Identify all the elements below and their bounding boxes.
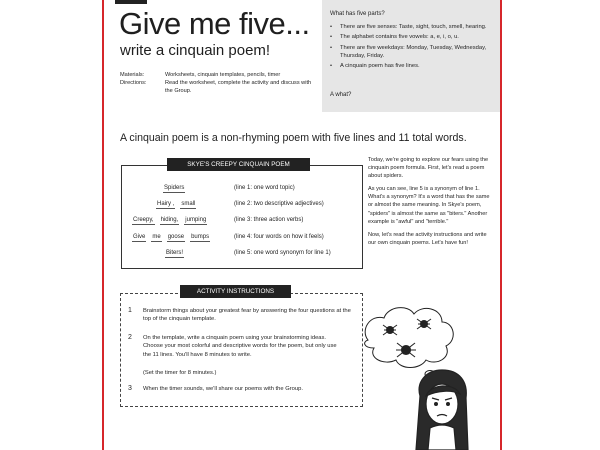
intro-sentence: A cinquain poem is a non-rhyming poem with five lines and 11 total words. [120, 132, 467, 144]
poem-line-label: (line 5: one word synonym for line 1) [234, 250, 331, 256]
poem-line-1 [163, 184, 185, 193]
worried-girl-illustration [350, 300, 500, 450]
step-number: 2 [128, 334, 132, 341]
directions-label: Directions: [120, 80, 147, 86]
poem-word: goose [167, 234, 185, 240]
poem-word: Spiders [164, 185, 185, 191]
poem-line-label: (line 1: one word topic) [234, 185, 295, 191]
poem-word: hiding, [160, 217, 179, 223]
step-text: When the timer sounds, we'll share our poems with the Group. [143, 386, 303, 392]
step-text: On the template, write a cinquain poem using your brainstorming ideas. Choose your most colorful and descriptive words for the poem, but only use the 11 lines. You'll have 8 minutes to write. [143, 335, 337, 358]
spider-icon [383, 325, 397, 335]
spider-icon [396, 343, 416, 357]
poem-word: bumps [191, 234, 210, 240]
poem-word: me [152, 234, 161, 240]
list-item: • There are five weekdays: Monday, Tuesday, Wednesday, Thursday, Friday. [330, 44, 495, 61]
step-text: Brainstorm things about your greatest fear by answering the four questions at the top of the cinquain template. [143, 308, 351, 323]
list-item: • The alphabet contains five vowels: a, e, i, o, u. [330, 33, 495, 41]
materials-value: Worksheets, cinquain templates, pencils, timer [165, 72, 281, 78]
step-number: 3 [128, 385, 132, 392]
activity-banner: ACTIVITY INSTRUCTIONS [180, 285, 291, 298]
girl-figure [416, 370, 468, 450]
explanation-paragraph: As you can see, line 5 is a synonym of line 1. What's a synonym? It's a word that has the same or almost the same meaning. In Skye's poem, "spiders" is almost the same as "biters." Another example is "awful" and "terrible." [368, 186, 490, 225]
page-subtitle: write a cinquain poem! [120, 42, 271, 59]
list-item: • A cinquain poem has five lines. [330, 62, 495, 70]
page-title: Give me five... [119, 6, 310, 41]
step-number: 1 [128, 307, 132, 314]
poem-banner: SKYE'S CREEPY CINQUAIN POEM [167, 158, 310, 171]
spider-icon [417, 319, 431, 329]
explanation-paragraph: Today, we're going to explore our fears using the cinquain poem formula. First, let's read a poem about spiders. [368, 157, 489, 180]
poem-word: Biters! [166, 250, 184, 256]
poem-line-3 [132, 216, 207, 225]
poem-word: Hairy , [157, 201, 175, 207]
poem-line-4 [132, 233, 210, 242]
poem-line-label: (line 2: two descriptive adjectives) [234, 201, 324, 207]
five-parts-list [330, 23, 495, 72]
poem-line-2 [156, 200, 196, 209]
explanation-paragraph: Now, let's read the activity instructions and write our own cinquain poems. Let's have fun! [368, 231, 487, 246]
list-item: • There are five senses: Taste, sight, touch, smell, hearing. [330, 23, 495, 31]
poem-word: jumping [185, 217, 207, 223]
five-parts-question: What has five parts? [330, 11, 385, 17]
poem-line-label: (line 4: four words on how it feels) [234, 234, 324, 240]
materials-label: Materials: [120, 72, 145, 78]
poem-line-label: (line 3: three action verbs) [234, 217, 304, 223]
poem-line-5 [165, 249, 184, 258]
poem-word: Creepy, [133, 217, 154, 223]
poem-word: small [181, 201, 196, 207]
directions-value: Read the worksheet, complete the activity and discuss with the Group. [165, 80, 312, 94]
explanation-column [368, 156, 496, 252]
five-parts-closing: A what? [330, 92, 352, 98]
poem-word: Give [133, 234, 146, 240]
step-note: (Set the timer for 8 minutes.) [143, 370, 217, 376]
